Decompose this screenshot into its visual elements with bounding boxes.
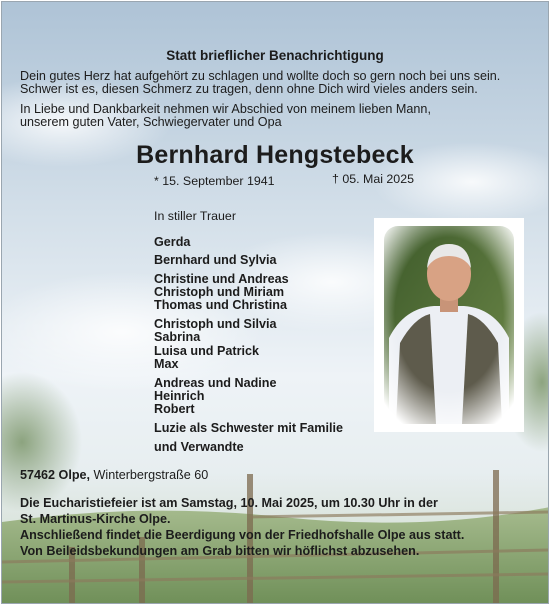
address [20, 468, 208, 482]
mourner-name: Christoph und Silvia [154, 317, 277, 331]
death-date: † 05. Mai 2025 [332, 172, 414, 186]
footer-line-2: St. Martinus-Kirche Olpe. [20, 512, 171, 526]
address-street: Winterbergstraße 60 [90, 468, 209, 482]
mourner-name: Luzie als Schwester mit Familie [154, 421, 343, 435]
footer-line-4: Von Beileidsbekundungen am Grab bitten wir höflichst abzusehen. [20, 544, 420, 558]
address-postal-city: 57462 Olpe, [20, 468, 91, 482]
intro-line-2: Schwer ist es, diesen Schmerz zu tragen, denn ohne Dich wird vieles anders sein. [20, 82, 478, 96]
mourner-name: Andreas und Nadine [154, 376, 277, 390]
mourner-name: Heinrich [154, 389, 205, 403]
mourner-name: Robert [154, 402, 195, 416]
mourner-name: Gerda [154, 235, 191, 249]
intro-line-1: Dein gutes Herz hat aufgehört zu schlagen und wollte doch so gern noch bei uns sein. [20, 69, 501, 83]
mourner-name: und Verwandte [154, 440, 244, 454]
intro-line-4: unserem guten Vater, Schwiegervater und Opa [20, 115, 282, 129]
mourner-name: Bernhard und Sylvia [154, 253, 277, 267]
mourner-name: Christine und Andreas [154, 272, 289, 286]
obituary-card [1, 1, 549, 604]
mourner-name: Thomas und Christina [154, 298, 287, 312]
in-stiller-trauer: In stiller Trauer [154, 209, 236, 223]
deceased-name: Bernhard Hengstebeck [136, 141, 414, 169]
mourner-name: Christoph und Miriam [154, 285, 285, 299]
footer-line-3: Anschließend findet die Beerdigung von der Friedhofshalle Olpe aus statt. [20, 528, 465, 542]
mourner-name: Sabrina [154, 330, 201, 344]
mourner-name: Luisa und Patrick [154, 344, 259, 358]
portrait-image [374, 218, 524, 432]
intro-line-3: In Liebe und Dankbarkeit nehmen wir Abschied von meinem lieben Mann, [20, 102, 431, 116]
footer-line-1: Die Eucharistiefeier ist am Samstag, 10. Mai 2025, um 10.30 Uhr in der [20, 496, 438, 510]
birth-date: * 15. September 1941 [154, 174, 275, 188]
portrait-photo [374, 218, 524, 432]
heading: Statt brieflicher Benachrichtigung [166, 48, 384, 63]
mourner-name: Max [154, 357, 179, 371]
